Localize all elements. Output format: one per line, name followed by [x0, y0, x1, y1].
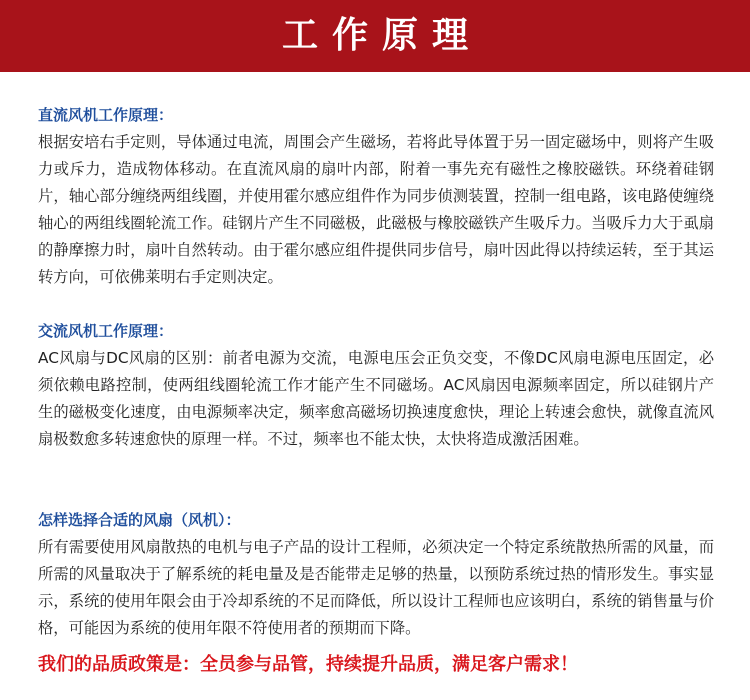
quality-policy-slogan: 我们的品质政策是：全员参与品管，持续提升品质，满足客户需求！: [38, 654, 578, 675]
section-body: 所有需要使用风扇散热的电机与电子产品的设计工程师，必须决定一个特定系统散热所需的风量，而所需的风量取决于了解系统的耗电量及是否能带走足够的热量，以预防系统过热的情形发生。事实显示，系统的使用年限会由于冷却系统的不足而降低，所以设计工程师也应该明白，系统的销售量与价格，可能因为系统的使用年限不符使用者的预期而下降。: [38, 538, 714, 637]
section-fan-selection: [38, 509, 714, 642]
section-heading: 交流风机工作原理：: [38, 322, 174, 340]
section-body: AC风扇与DC风扇的区别：前者电源为交流，电源电压会正负交变，不像DC风扇电源电压固定，必须依赖电路控制，使两组线圈轮流工作才能产生不同磁场。AC风扇因电源频率固定，所以硅钢片产生的磁极变化速度，由电源频率决定，频率愈高磁场切换速度愈快，理论上转速会愈快，就像直流风扇极数愈多转速愈快的原理一样。不过，频率也不能太快，太快将造成激活困难。: [38, 349, 714, 448]
section-heading: 直流风机工作原理：: [38, 106, 174, 124]
section-dc-fan: [38, 104, 714, 291]
page-title: 工作原理: [281, 15, 482, 56]
section-heading: 怎样选择合适的风扇（风机）：: [38, 511, 241, 529]
section-ac-fan: [38, 320, 714, 453]
header-banner: [0, 0, 750, 72]
section-body: 根据安培右手定则，导体通过电流，周围会产生磁场，若将此导体置于另一固定磁场中，则将产生吸力或斥力，造成物体移动。在直流风扇的扇叶内部，附着一事先充有磁性之橡胶磁铁。环绕着硅钢片，轴心部分缠绕两组线圈，并使用霍尔感应组件作为同步侦测装置，控制一组电路，该电路使缠绕轴心的两组线圈轮流工作。硅钢片产生不同磁极，此磁极与橡胶磁铁产生吸斥力。当吸斥力大于虱扇的静摩擦力时，扇叶自然转动。由于霍尔感应组件提供同步信号，扇叶因此得以持续运转，至于其运转方向，可依佛莱明右手定则决定。: [38, 133, 714, 286]
